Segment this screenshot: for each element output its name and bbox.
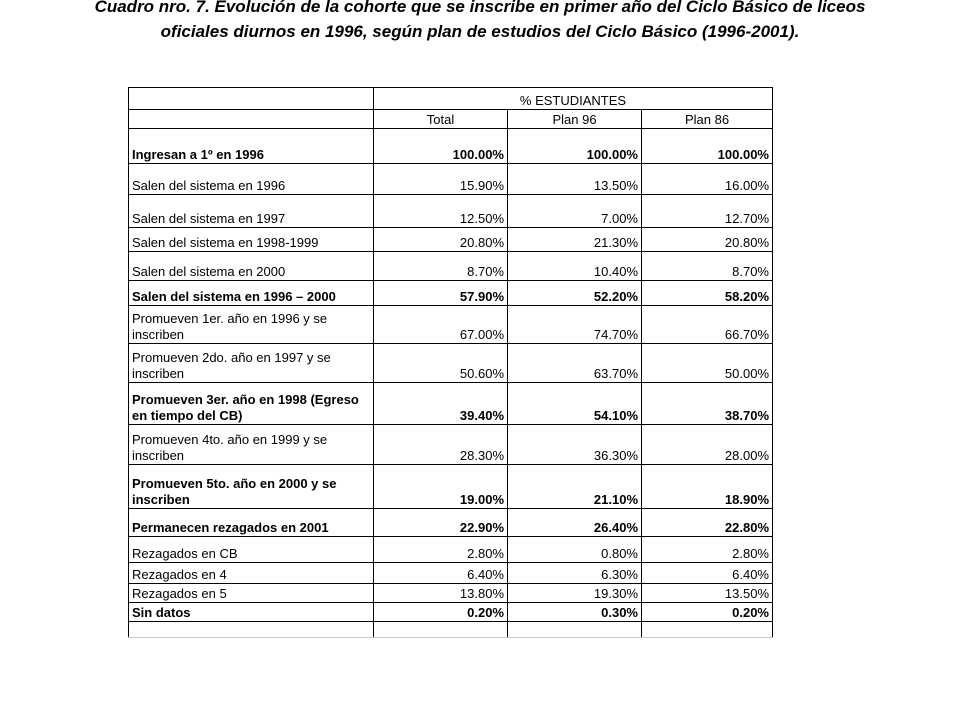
row-label: Promueven 1er. año en 1996 y se inscriben bbox=[129, 306, 374, 344]
cell-total: 57.90% bbox=[374, 281, 508, 306]
table-row bbox=[129, 425, 773, 465]
table-header-group-row bbox=[129, 88, 773, 110]
cell-plan86: 28.00% bbox=[642, 425, 773, 465]
cell-plan96: 21.10% bbox=[508, 465, 642, 509]
header-blank-cell bbox=[129, 88, 374, 110]
empty-cell bbox=[374, 622, 508, 638]
data-table bbox=[128, 87, 773, 638]
group-header-cell: % ESTUDIANTES bbox=[374, 88, 773, 110]
cell-total: 6.40% bbox=[374, 563, 508, 584]
table-row bbox=[129, 195, 773, 228]
row-label: Salen del sistema en 2000 bbox=[129, 252, 374, 281]
table-row bbox=[129, 164, 773, 195]
page-title: Cuadro nro. 7. Evolución de la cohorte que se inscribe en primer año del Ciclo Básico de liceos oficiales diurnos en 1996, según plan de estudios del Ciclo Básico (1996-2001). bbox=[94, 0, 866, 41]
cell-total: 50.60% bbox=[374, 344, 508, 383]
row-label: Salen del sistema en 1998-1999 bbox=[129, 228, 374, 252]
row-label: Promueven 4to. año en 1999 y se inscriben bbox=[129, 425, 374, 465]
table-header-row bbox=[129, 110, 773, 129]
row-label: Rezagados en CB bbox=[129, 537, 374, 563]
cell-plan96: 54.10% bbox=[508, 383, 642, 425]
table-row bbox=[129, 537, 773, 563]
cell-total: 67.00% bbox=[374, 306, 508, 344]
cell-plan96: 21.30% bbox=[508, 228, 642, 252]
empty-cell bbox=[508, 622, 642, 638]
row-label: Promueven 5to. año en 2000 y se inscriben bbox=[129, 465, 374, 509]
table-row bbox=[129, 603, 773, 622]
cell-plan86: 66.70% bbox=[642, 306, 773, 344]
cell-plan96: 26.40% bbox=[508, 509, 642, 537]
table-row bbox=[129, 281, 773, 306]
row-label: Permanecen rezagados en 2001 bbox=[129, 509, 374, 537]
cell-plan86: 2.80% bbox=[642, 537, 773, 563]
table-row bbox=[129, 509, 773, 537]
cell-plan96: 13.50% bbox=[508, 164, 642, 195]
cell-plan96: 36.30% bbox=[508, 425, 642, 465]
cell-plan86: 20.80% bbox=[642, 228, 773, 252]
table-row-empty bbox=[129, 622, 773, 638]
row-label: Sin datos bbox=[129, 603, 374, 622]
column-header-plan96: Plan 96 bbox=[508, 110, 642, 129]
empty-cell bbox=[129, 622, 374, 638]
cell-plan86: 6.40% bbox=[642, 563, 773, 584]
cell-total: 19.00% bbox=[374, 465, 508, 509]
row-label: Rezagados en 4 bbox=[129, 563, 374, 584]
cell-total: 12.50% bbox=[374, 195, 508, 228]
cell-total: 8.70% bbox=[374, 252, 508, 281]
table-row bbox=[129, 228, 773, 252]
row-label: Salen del sistema en 1996 bbox=[129, 164, 374, 195]
table-row bbox=[129, 563, 773, 584]
cell-plan86: 12.70% bbox=[642, 195, 773, 228]
table-row bbox=[129, 344, 773, 383]
cell-plan86: 38.70% bbox=[642, 383, 773, 425]
cell-plan86: 8.70% bbox=[642, 252, 773, 281]
row-label: Promueven 3er. año en 1998 (Egreso en tiempo del CB) bbox=[129, 383, 374, 425]
cell-total: 13.80% bbox=[374, 584, 508, 603]
empty-cell bbox=[642, 622, 773, 638]
header-blank-cell bbox=[129, 110, 374, 129]
table-row bbox=[129, 383, 773, 425]
cell-total: 22.90% bbox=[374, 509, 508, 537]
cell-total: 2.80% bbox=[374, 537, 508, 563]
cell-total: 39.40% bbox=[374, 383, 508, 425]
table-row bbox=[129, 129, 773, 164]
cell-plan96: 10.40% bbox=[508, 252, 642, 281]
cell-plan86: 100.00% bbox=[642, 129, 773, 164]
row-label: Promueven 2do. año en 1997 y se inscriben bbox=[129, 344, 374, 383]
cell-plan96: 0.80% bbox=[508, 537, 642, 563]
cell-total: 28.30% bbox=[374, 425, 508, 465]
row-label: Salen del sistema en 1996 – 2000 bbox=[129, 281, 374, 306]
cell-plan86: 13.50% bbox=[642, 584, 773, 603]
table-row bbox=[129, 465, 773, 509]
cell-plan96: 63.70% bbox=[508, 344, 642, 383]
cell-plan96: 100.00% bbox=[508, 129, 642, 164]
cell-plan96: 7.00% bbox=[508, 195, 642, 228]
cell-total: 20.80% bbox=[374, 228, 508, 252]
cell-plan86: 16.00% bbox=[642, 164, 773, 195]
cell-plan86: 58.20% bbox=[642, 281, 773, 306]
column-header-plan86: Plan 86 bbox=[642, 110, 773, 129]
cell-total: 0.20% bbox=[374, 603, 508, 622]
cell-total: 100.00% bbox=[374, 129, 508, 164]
row-label: Salen del sistema en 1997 bbox=[129, 195, 374, 228]
cell-plan96: 74.70% bbox=[508, 306, 642, 344]
row-label: Rezagados en 5 bbox=[129, 584, 374, 603]
table-row bbox=[129, 306, 773, 344]
table-row bbox=[129, 584, 773, 603]
cell-plan96: 19.30% bbox=[508, 584, 642, 603]
column-header-total: Total bbox=[374, 110, 508, 129]
cell-total: 15.90% bbox=[374, 164, 508, 195]
row-label: Ingresan a 1º en 1996 bbox=[129, 129, 374, 164]
cell-plan86: 0.20% bbox=[642, 603, 773, 622]
cell-plan96: 6.30% bbox=[508, 563, 642, 584]
cell-plan86: 18.90% bbox=[642, 465, 773, 509]
cell-plan96: 52.20% bbox=[508, 281, 642, 306]
cell-plan86: 22.80% bbox=[642, 509, 773, 537]
cell-plan86: 50.00% bbox=[642, 344, 773, 383]
cell-plan96: 0.30% bbox=[508, 603, 642, 622]
table-row bbox=[129, 252, 773, 281]
